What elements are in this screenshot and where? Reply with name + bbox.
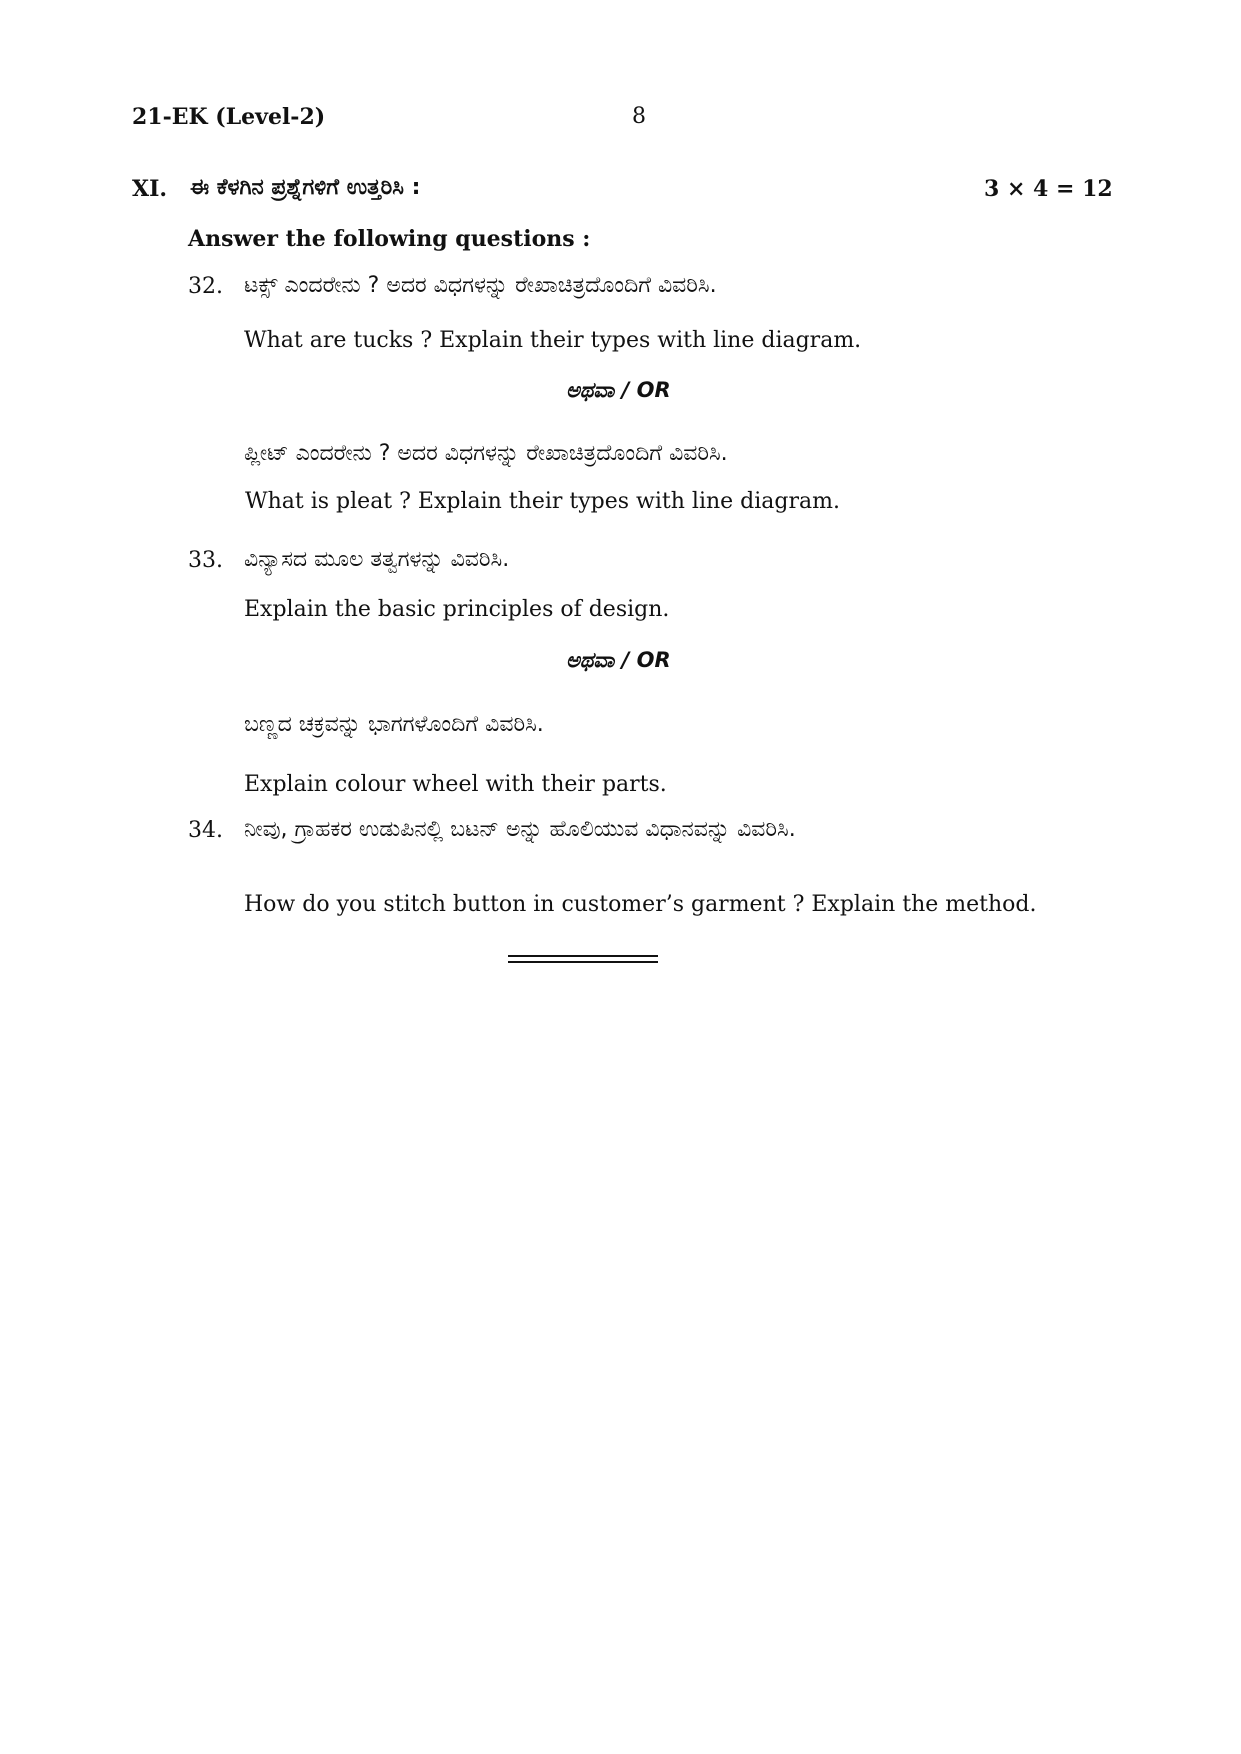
section-marks: 3 × 4 = 12: [984, 176, 1113, 202]
question-text-kannada: ನೀವು, ಗ್ರಾಹಕರ ಉಡುಪಿನಲ್ಲಿ ಬಟನ್ ಅನ್ನು ಹೊಲಿಯುವ ವಿಧಾನವನ್ನು ವಿವರಿಸಿ.: [244, 817, 796, 842]
question-number: 33.: [188, 548, 223, 573]
end-rule-bottom: [508, 961, 658, 963]
or-label: ಅಥವಾ / OR: [566, 648, 671, 672]
page-number: 8: [632, 104, 646, 129]
section-title-english: Answer the following questions :: [188, 226, 591, 252]
alternate-question-kannada: ಬಣ್ಣದ ಚಕ್ರವನ್ನು ಭಾಗಗಳೊಂದಿಗೆ ವಿವರಿಸಿ.: [244, 712, 544, 737]
or-label: ಅಥವಾ / OR: [566, 378, 671, 402]
section-number: XI.: [132, 176, 168, 202]
question-text-kannada: ಟಕ್ಸ್ ಎಂದರೇನು ? ಅದರ ವಿಧಗಳನ್ನು ರೇಖಾಚಿತ್ರದೊಂದಿಗೆ ವಿವರಿಸಿ.: [244, 273, 717, 298]
alternate-question-english: What is pleat ? Explain their types with line diagram.: [245, 489, 840, 514]
alternate-question-kannada: ಪ್ಲೀಟ್ ಎಂದರೇನು ? ಅದರ ವಿಧಗಳನ್ನು ರೇಖಾಚಿತ್ರದೊಂದಿಗೆ ವಿವರಿಸಿ.: [244, 441, 728, 466]
question-text-kannada: ವಿನ್ಯಾಸದ ಮೂಲ ತತ್ವಗಳನ್ನು ವಿವರಿಸಿ.: [244, 547, 510, 572]
question-text-english: How do you stitch button in customer’s garment ? Explain the method.: [244, 892, 1037, 917]
alternate-question-english: Explain colour wheel with their parts.: [244, 772, 667, 797]
question-number: 32.: [188, 274, 223, 299]
end-rule-top: [508, 955, 658, 957]
question-text-english: What are tucks ? Explain their types with line diagram.: [244, 328, 862, 353]
paper-code: 21-EK (Level-2): [132, 104, 326, 130]
section-title-kannada: ಈ ಕೆಳಗಿನ ಪ್ರಶ್ನೆಗಳಿಗೆ ಉತ್ತರಿಸಿ :: [190, 175, 421, 200]
question-text-english: Explain the basic principles of design.: [244, 597, 670, 622]
question-number: 34.: [188, 818, 223, 843]
